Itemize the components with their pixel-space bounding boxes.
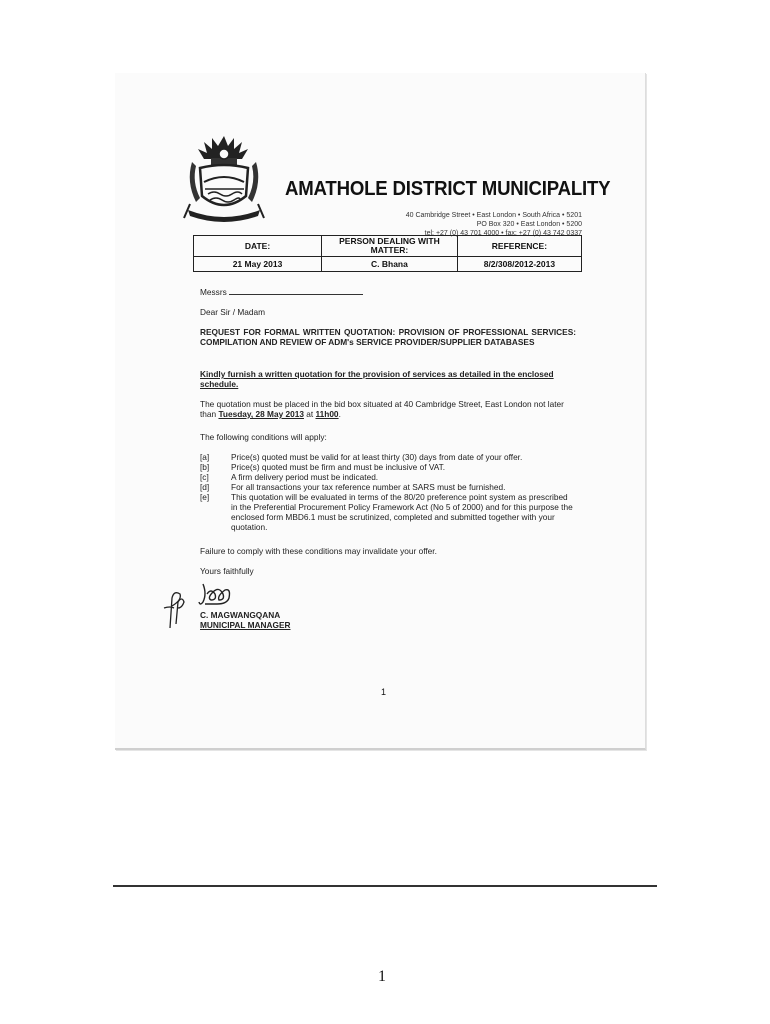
condition-item — [200, 462, 576, 472]
condition-item — [200, 472, 576, 482]
reference-value: 8/2/308/2012-2013 — [457, 257, 581, 272]
address-line: PO Box 320 • East London • 5200 — [476, 221, 582, 228]
placement-paragraph — [200, 399, 576, 419]
condition-text: Price(s) quoted must be firm and must be inclusive of VAT. — [231, 462, 446, 472]
inner-page-number: 1 — [381, 687, 387, 697]
closing: Yours faithfully — [200, 566, 254, 576]
handwritten-signature — [197, 580, 237, 608]
placement-text: The quotation must be placed in the bid box situated at 40 Cambridge Street, East London not later than — [200, 399, 564, 419]
municipal-crest-logo — [178, 132, 270, 224]
kindly-furnish: Kindly furnish a written quotation for the provision of services as detailed in the enclosed schedule. — [200, 369, 554, 389]
messrs-label: Messrs — [200, 287, 227, 297]
handwritten-initials — [160, 588, 188, 630]
person-header: PERSON DEALING WITH MATTER: — [322, 236, 458, 257]
placement-end: . — [338, 409, 341, 419]
letter-info-table — [193, 235, 582, 272]
date-header: DATE: — [194, 236, 322, 257]
messrs-line — [200, 287, 576, 297]
page-number: 1 — [378, 968, 386, 985]
footer-divider — [113, 885, 657, 887]
condition-text: This quotation will be evaluated in terms of the 80/20 preference point system as prescribed in the Preferential Procurement Policy Framework Act (No 5 of 2000) and for this purpose the enclosed form MBD6.1 must be scrutinized, completed and submitted together with your quotation. — [231, 492, 573, 532]
messrs-blank — [229, 287, 363, 295]
condition-item — [200, 482, 576, 492]
condition-text: Price(s) quoted must be valid for at least thirty (30) days from date of your offer. — [231, 452, 523, 462]
address-line: tel: +27 (0) 43 701 4000 • fax: +27 (0) 43 742 0337 — [424, 230, 582, 237]
municipality-name: AMATHOLE DISTRICT MUNICIPALITY — [285, 178, 611, 200]
failure-warning: Failure to comply with these conditions may invalidate your offer. — [200, 546, 437, 556]
closing-date: Tuesday, 28 May 2013 — [218, 409, 304, 419]
placement-at: at — [303, 409, 316, 419]
person-value: C. Bhana — [322, 257, 458, 272]
salutation: Dear Sir / Madam — [200, 307, 266, 317]
condition-label: [e] — [200, 492, 210, 502]
condition-item — [200, 452, 576, 462]
address-line: 40 Cambridge Street • East London • South Africa • 5201 — [405, 212, 582, 219]
closing-time: 11h00 — [315, 409, 339, 419]
signatory — [200, 610, 576, 630]
condition-item — [200, 492, 576, 532]
letter-subject: REQUEST FOR FORMAL WRITTEN QUOTATION: PROVISION OF PROFESSIONAL SERVICES: COMPILATION AND REVIEW OF ADM's SERVICE PROVIDER/SUPPLIER DATABASES — [200, 327, 576, 347]
condition-label: [a] — [200, 452, 210, 462]
condition-label: [b] — [200, 462, 210, 472]
signatory-name: C. MAGWANGQANA — [200, 610, 281, 620]
letterhead-address — [406, 211, 582, 238]
condition-label: [d] — [200, 482, 210, 492]
date-value: 21 May 2013 — [194, 257, 322, 272]
condition-text: For all transactions your tax reference number at SARS must be furnished. — [231, 482, 506, 492]
condition-text: A firm delivery period must be indicated. — [231, 472, 379, 482]
reference-header: REFERENCE: — [457, 236, 581, 257]
signatory-title: MUNICIPAL MANAGER — [200, 620, 291, 630]
condition-label: [c] — [200, 472, 209, 482]
conditions-list — [200, 452, 576, 532]
conditions-intro: The following conditions will apply: — [200, 432, 327, 442]
